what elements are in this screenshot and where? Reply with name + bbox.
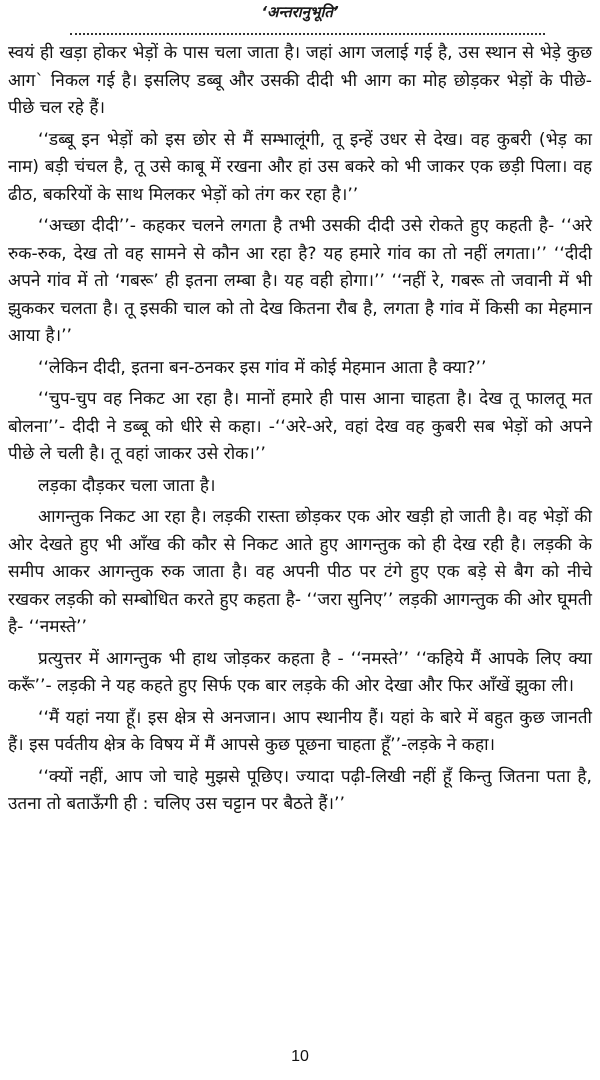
page-number: 10 bbox=[291, 1048, 309, 1065]
paragraph: ‘‘लेकिन दीदी, इतना बन-ठनकर इस गांव में कोई मेहमान आता है क्या?’’ bbox=[38, 357, 487, 378]
paragraph: आगन्तुक निकट आ रहा है। लड़की रास्ता छोड़कर एक ओर खड़ी हो जाती है। वह भेड़ों की ओर देखते हुए भी आँख की कौर से निकट आते हुए आगन्तुक को ही देख रही है। लड़की के समीप आकर आगन्तुक रुक जाता है। वह अपनी पीठ पर टंगे हुए एक बड़े से बैग को नीचे रखकर लड़की को सम्बोधित करते हुए कहता है- ‘‘जरा सुनिए’’ लड़की आगन्तुक की ओर घूमती है- ‘‘नमस्ते’’ bbox=[8, 507, 592, 637]
paragraph: प्रत्युत्तर में आगन्तुक भी हाथ जोड़कर कहता है - ‘‘नमस्ते’’ ‘‘कहिये मैं आपके लिए क्या करूँ’’- लड़की ने यह कहते हुए सिर्फ एक बार लड़के की ओर देखा और फिर आँखें झुका ली। bbox=[8, 648, 592, 696]
paragraph: लड़का दौड़कर चला जाता है। bbox=[38, 475, 216, 496]
running-title: ‘अन्तरानुभूति’ bbox=[261, 3, 339, 21]
paragraph: ‘‘अच्छा दीदी’’- कहकर चलने लगता है तभी उसकी दीदी उसे रोकते हुए कहती है- ‘‘अरे रुक-रुक, देख तो वह सामने से कौन आ रहा है? यह हमारे गांव का तो नहीं लगता।’’ ‘‘दीदी अपने गांव में तो ‘गबरू’ ही इतना लम्बा है। यह वही होगा।’’ ‘‘नहीं रे, गबरू तो जवानी में भी झुककर चलता है। तू इसकी चाल को तो देख कितना रौब है, लगता है गांव में किसी का मेहमान आया है।’’ bbox=[8, 216, 592, 346]
paragraph: ‘‘मैं यहां नया हूँ। इस क्षेत्र से अनजान। आप स्थानीय हैं। यहां के बारे में बहुत कुछ जानती हैं। इस पर्वतीय क्षेत्र के विषय में मैं आपसे कुछ पूछना चाहता हूँ’’-लड़के ने कहा। bbox=[8, 707, 592, 755]
paragraph: ‘‘क्यों नहीं, आप जो चाहे मुझसे पूछिए। ज्यादा पढ़ी-लिखी नहीं हूँ किन्तु जितना पता है, उतना तो बताऊँगी ही : चलिए उस चट्टान पर बैठते हैं।’’ bbox=[8, 766, 592, 814]
paragraph: स्वयं ही खड़ा होकर भेड़ों के पास चला जाता है। जहां आग जलाई गई है, उस स्थान से भेड़े कुछ आग` निकल गई है। इसलिए डब्बू और उसकी दीदी भी आग का मोह छोड़कर भेड़ों के पीछे-पीछे चल रहे हैं। bbox=[8, 43, 592, 118]
header-divider bbox=[70, 33, 545, 35]
body-text bbox=[8, 40, 592, 823]
paragraph: ‘‘डब्बू इन भेड़ों को इस छोर से मैं सम्भालूंगी, तू इन्हें उधर से देख। वह कुबरी (भेड़ का नाम) बड़ी चंचल है, तू उसे काबू में रखना और हां उस बकरे को भी जाकर एक छड़ी पिला। वह ढीठ, बकरियों के साथ मिलकर भेड़ों को तंग कर रहा है।’’ bbox=[8, 129, 592, 205]
paragraph: ‘‘चुप-चुप वह निकट आ रहा है। मानों हमारे ही पास आना चाहता है। देख तू फालतू मत बोलना’’- दीदी ने डब्बू को धीरे से कहा। -‘‘अरे-अरे, वहां देख वह कुबरी सब भेड़ों को अपने पीछे ले चली है। तू वहां जाकर उसे रोक।’’ bbox=[8, 389, 592, 464]
